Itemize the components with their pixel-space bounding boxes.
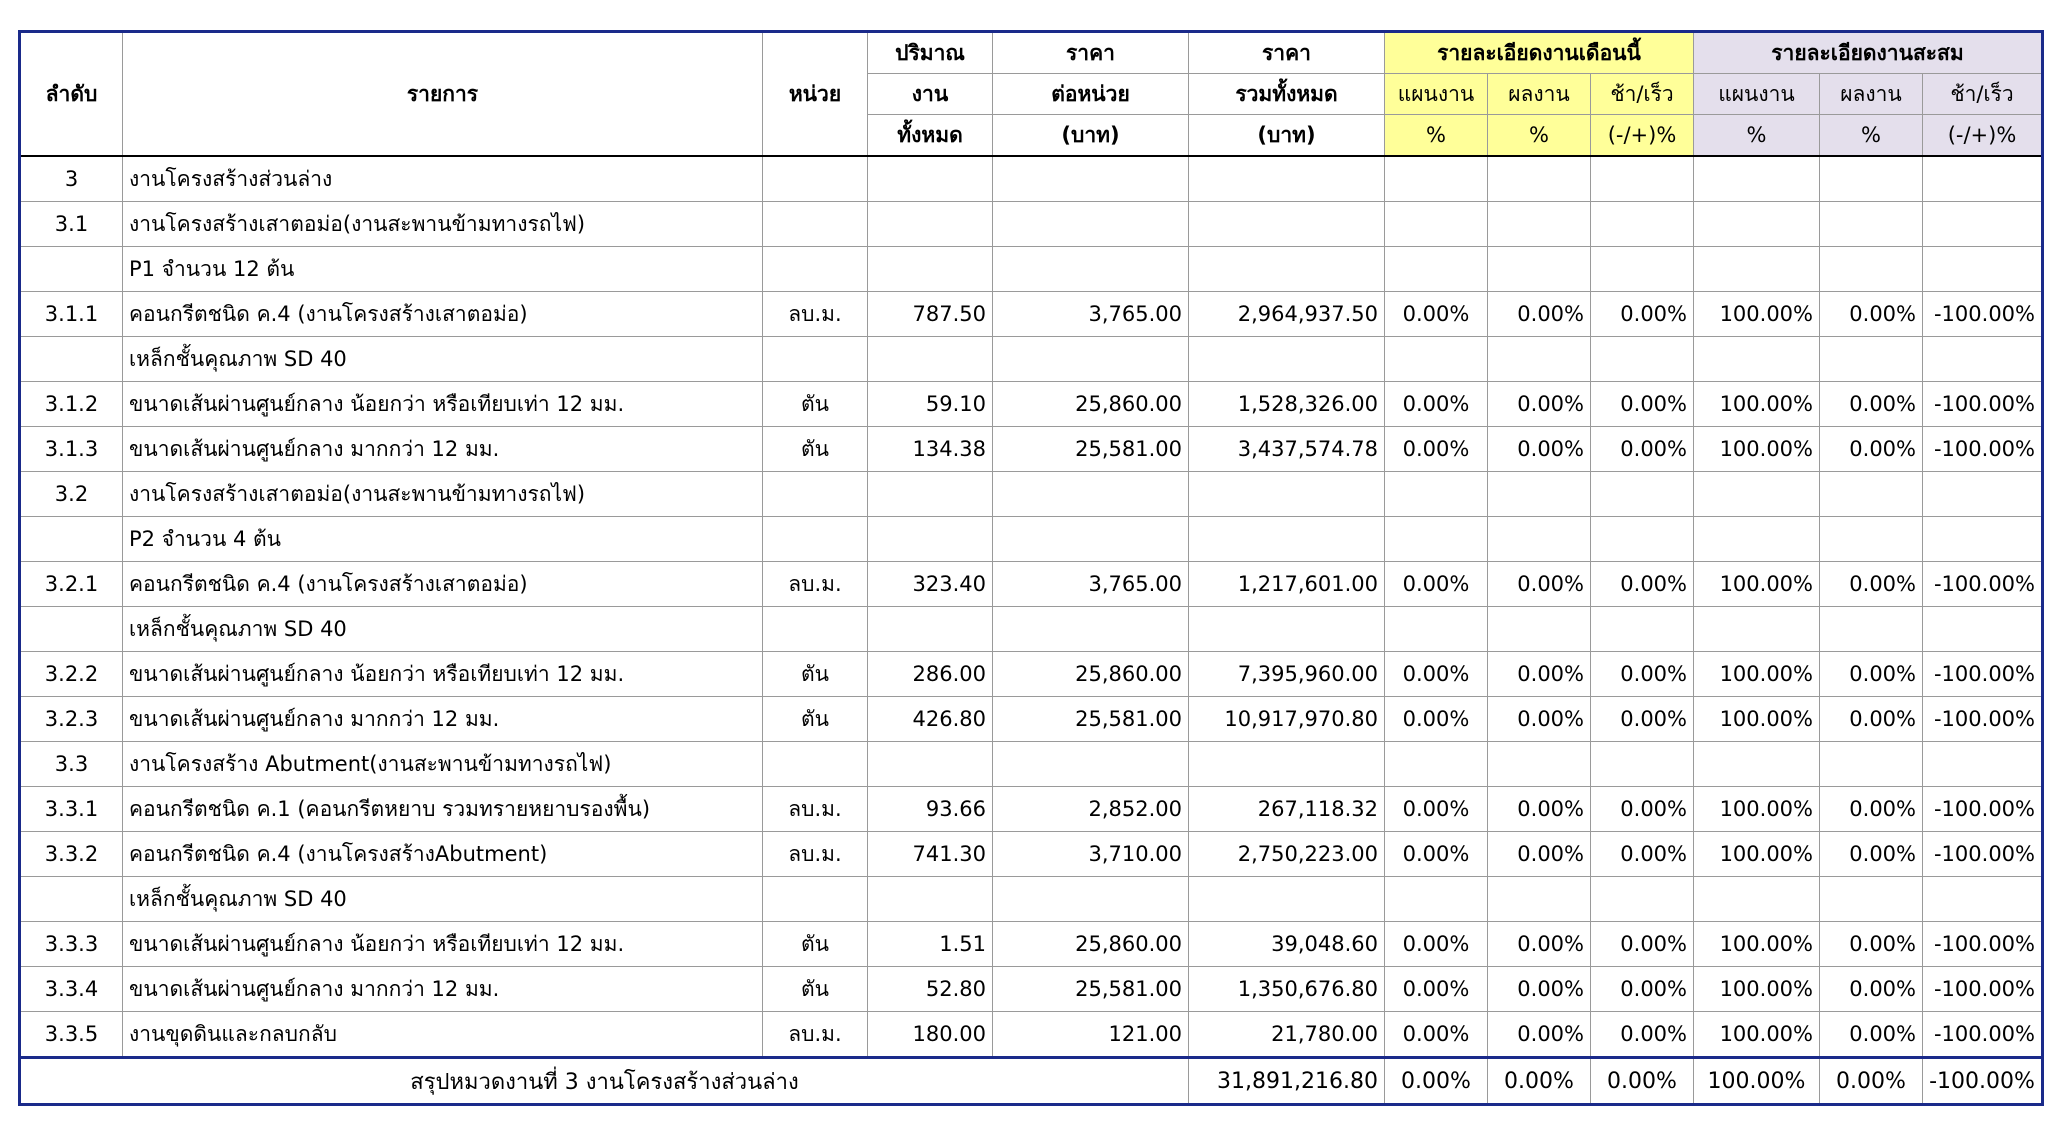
row-cum-diff: -100.00% (1923, 1012, 2043, 1058)
row-month-result (1488, 472, 1591, 517)
row-description: P2 จำนวน 4 ต้น (123, 517, 763, 562)
row-unit (763, 472, 868, 517)
row-unit: ตัน (763, 427, 868, 472)
row-month-result: 0.00% (1488, 832, 1591, 877)
row-month-plan: 0.00% (1385, 967, 1488, 1012)
header-cum-diff: ช้า/เร็ว (1923, 74, 2043, 115)
row-unit-price: 3,765.00 (993, 562, 1189, 607)
row-month-result: 0.00% (1488, 922, 1591, 967)
row-unit (763, 517, 868, 562)
table-row (20, 652, 2043, 697)
table-row (20, 787, 2043, 832)
summary-month-plan: 0.00% (1385, 1058, 1488, 1105)
header-unit-price-3: (บาท) (993, 115, 1189, 157)
row-unit: ลบ.ม. (763, 292, 868, 337)
row-description: งานขุดดินและกลบกลับ (123, 1012, 763, 1058)
row-month-diff (1591, 877, 1694, 922)
header-unit-price-1: ราคา (993, 32, 1189, 74)
row-number: 3.3.2 (20, 832, 123, 877)
note-row (20, 877, 2043, 922)
table-row (20, 562, 2043, 607)
table-row (20, 292, 2043, 337)
row-total-price (1189, 156, 1385, 202)
row-month-diff: 0.00% (1591, 697, 1694, 742)
header-qty-1: ปริมาณ (868, 32, 993, 74)
table-header (20, 32, 2043, 157)
row-month-result: 0.00% (1488, 1012, 1591, 1058)
row-cum-diff (1923, 202, 2043, 247)
row-month-plan: 0.00% (1385, 427, 1488, 472)
note-row (20, 337, 2043, 382)
row-month-result (1488, 607, 1591, 652)
row-month-diff (1591, 247, 1694, 292)
row-cum-diff (1923, 607, 2043, 652)
row-month-result: 0.00% (1488, 562, 1591, 607)
row-quantity (868, 877, 993, 922)
row-month-plan (1385, 607, 1488, 652)
row-month-plan: 0.00% (1385, 922, 1488, 967)
row-quantity (868, 247, 993, 292)
row-number: 3.3.5 (20, 1012, 123, 1058)
row-total-price (1189, 247, 1385, 292)
row-month-plan (1385, 742, 1488, 787)
row-total-price (1189, 472, 1385, 517)
bill-of-quantities-table (18, 30, 2044, 1106)
row-number: 3.1.1 (20, 292, 123, 337)
row-month-plan: 0.00% (1385, 292, 1488, 337)
row-description: เหล็กชั้นคุณภาพ SD 40 (123, 607, 763, 652)
row-cum-result (1820, 607, 1923, 652)
row-unit: ตัน (763, 382, 868, 427)
row-month-plan: 0.00% (1385, 787, 1488, 832)
row-number: 3.3.1 (20, 787, 123, 832)
row-month-result: 0.00% (1488, 292, 1591, 337)
row-cum-plan: 100.00% (1694, 787, 1820, 832)
row-number: 3.3 (20, 742, 123, 787)
row-total-price: 10,917,970.80 (1189, 697, 1385, 742)
row-cum-result (1820, 472, 1923, 517)
row-unit-price (993, 202, 1189, 247)
row-month-plan: 0.00% (1385, 652, 1488, 697)
row-cum-plan (1694, 742, 1820, 787)
row-unit: ลบ.ม. (763, 832, 868, 877)
row-number: 3.2 (20, 472, 123, 517)
row-cum-plan (1694, 156, 1820, 202)
row-unit: ลบ.ม. (763, 787, 868, 832)
row-number: 3.1.3 (20, 427, 123, 472)
row-number: 3.3.3 (20, 922, 123, 967)
summary-total: 31,891,216.80 (1189, 1058, 1385, 1105)
row-quantity (868, 517, 993, 562)
row-cum-plan: 100.00% (1694, 382, 1820, 427)
header-total-price-3: (บาท) (1189, 115, 1385, 157)
row-unit-price: 3,765.00 (993, 292, 1189, 337)
row-month-plan: 0.00% (1385, 382, 1488, 427)
header-cum-diff-pct: (-/+)% (1923, 115, 2043, 157)
row-cum-diff (1923, 472, 2043, 517)
row-cum-diff: -100.00% (1923, 832, 2043, 877)
header-item: รายการ (123, 32, 763, 157)
row-unit-price: 121.00 (993, 1012, 1189, 1058)
header-cum-result: ผลงาน (1820, 74, 1923, 115)
row-cum-diff (1923, 247, 2043, 292)
row-cum-result: 0.00% (1820, 427, 1923, 472)
row-total-price: 1,217,601.00 (1189, 562, 1385, 607)
row-unit: ลบ.ม. (763, 562, 868, 607)
row-month-diff: 0.00% (1591, 562, 1694, 607)
row-month-plan: 0.00% (1385, 1012, 1488, 1058)
summary-month-result: 0.00% (1488, 1058, 1591, 1105)
header-cum-plan-pct: % (1694, 115, 1820, 157)
row-cum-plan: 100.00% (1694, 427, 1820, 472)
table-row (20, 382, 2043, 427)
row-description: งานโครงสร้างส่วนล่าง (123, 156, 763, 202)
row-description: ขนาดเส้นผ่านศูนย์กลาง น้อยกว่า หรือเทียบเท่า 12 มม. (123, 922, 763, 967)
header-month-result-pct: % (1488, 115, 1591, 157)
row-month-result: 0.00% (1488, 697, 1591, 742)
row-month-plan: 0.00% (1385, 562, 1488, 607)
row-month-diff (1591, 337, 1694, 382)
row-number (20, 517, 123, 562)
row-unit-price: 25,860.00 (993, 922, 1189, 967)
row-cum-diff: -100.00% (1923, 562, 2043, 607)
row-month-diff (1591, 202, 1694, 247)
row-quantity: 180.00 (868, 1012, 993, 1058)
row-cum-result: 0.00% (1820, 382, 1923, 427)
row-cum-plan: 100.00% (1694, 562, 1820, 607)
row-cum-diff (1923, 742, 2043, 787)
header-month-result: ผลงาน (1488, 74, 1591, 115)
section-row (20, 247, 2043, 292)
row-number: 3.2.1 (20, 562, 123, 607)
row-number: 3.1.2 (20, 382, 123, 427)
row-cum-diff: -100.00% (1923, 967, 2043, 1012)
row-cum-plan: 100.00% (1694, 1012, 1820, 1058)
row-unit-price: 2,852.00 (993, 787, 1189, 832)
row-quantity: 286.00 (868, 652, 993, 697)
section-row (20, 472, 2043, 517)
row-cum-diff: -100.00% (1923, 292, 2043, 337)
row-cum-plan: 100.00% (1694, 697, 1820, 742)
row-total-price: 7,395,960.00 (1189, 652, 1385, 697)
row-unit-price: 25,860.00 (993, 652, 1189, 697)
row-quantity: 323.40 (868, 562, 993, 607)
header-cum-plan: แผนงาน (1694, 74, 1820, 115)
row-unit-price (993, 877, 1189, 922)
row-cum-result: 0.00% (1820, 562, 1923, 607)
header-cum-result-pct: % (1820, 115, 1923, 157)
row-cum-plan: 100.00% (1694, 967, 1820, 1012)
row-quantity: 426.80 (868, 697, 993, 742)
table-body (20, 156, 2043, 1058)
row-description: P1 จำนวน 12 ต้น (123, 247, 763, 292)
row-description: ขนาดเส้นผ่านศูนย์กลาง มากกว่า 12 มม. (123, 427, 763, 472)
row-number (20, 247, 123, 292)
row-month-diff (1591, 156, 1694, 202)
row-month-plan: 0.00% (1385, 697, 1488, 742)
row-unit (763, 247, 868, 292)
row-total-price (1189, 877, 1385, 922)
row-cum-result: 0.00% (1820, 967, 1923, 1012)
row-cum-diff: -100.00% (1923, 787, 2043, 832)
row-month-diff (1591, 607, 1694, 652)
header-month-plan-pct: % (1385, 115, 1488, 157)
row-quantity: 52.80 (868, 967, 993, 1012)
row-unit-price (993, 247, 1189, 292)
row-description: งานโครงสร้าง Abutment(งานสะพานข้ามทางรถไฟ) (123, 742, 763, 787)
row-quantity: 93.66 (868, 787, 993, 832)
row-quantity (868, 337, 993, 382)
row-month-diff: 0.00% (1591, 832, 1694, 877)
row-description: เหล็กชั้นคุณภาพ SD 40 (123, 877, 763, 922)
row-month-diff: 0.00% (1591, 787, 1694, 832)
row-number (20, 337, 123, 382)
row-total-price (1189, 202, 1385, 247)
row-cum-result: 0.00% (1820, 787, 1923, 832)
row-total-price: 39,048.60 (1189, 922, 1385, 967)
section-row (20, 156, 2043, 202)
header-cumulative: รายละเอียดงานสะสม (1694, 32, 2043, 74)
row-description: เหล็กชั้นคุณภาพ SD 40 (123, 337, 763, 382)
header-month-diff-pct: (-/+)% (1591, 115, 1694, 157)
row-total-price: 2,750,223.00 (1189, 832, 1385, 877)
row-unit (763, 337, 868, 382)
row-cum-result (1820, 156, 1923, 202)
row-cum-diff: -100.00% (1923, 382, 2043, 427)
row-cum-diff (1923, 156, 2043, 202)
row-unit-price (993, 517, 1189, 562)
row-cum-plan (1694, 877, 1820, 922)
row-description: คอนกรีตชนิด ค.4 (งานโครงสร้างเสาตอม่อ) (123, 562, 763, 607)
row-unit: ตัน (763, 652, 868, 697)
header-this-month: รายละเอียดงานเดือนนี้ (1385, 32, 1694, 74)
row-month-diff: 0.00% (1591, 922, 1694, 967)
row-cum-result: 0.00% (1820, 697, 1923, 742)
row-cum-plan: 100.00% (1694, 832, 1820, 877)
table-row (20, 922, 2043, 967)
row-month-plan (1385, 156, 1488, 202)
row-cum-result: 0.00% (1820, 652, 1923, 697)
row-unit: ลบ.ม. (763, 1012, 868, 1058)
row-cum-result (1820, 247, 1923, 292)
row-cum-plan: 100.00% (1694, 922, 1820, 967)
row-quantity: 787.50 (868, 292, 993, 337)
row-unit-price: 25,581.00 (993, 697, 1189, 742)
row-unit-price: 25,581.00 (993, 427, 1189, 472)
row-quantity (868, 202, 993, 247)
row-month-result (1488, 877, 1591, 922)
row-number: 3 (20, 156, 123, 202)
row-cum-plan: 100.00% (1694, 292, 1820, 337)
row-cum-result: 0.00% (1820, 832, 1923, 877)
row-cum-diff: -100.00% (1923, 922, 2043, 967)
header-qty-3: ทั้งหมด (868, 115, 993, 157)
table-row (20, 427, 2043, 472)
row-cum-result (1820, 517, 1923, 562)
row-month-plan: 0.00% (1385, 832, 1488, 877)
row-cum-plan (1694, 247, 1820, 292)
row-cum-result: 0.00% (1820, 292, 1923, 337)
row-total-price (1189, 607, 1385, 652)
row-month-diff (1591, 742, 1694, 787)
section-row (20, 742, 2043, 787)
row-month-result: 0.00% (1488, 967, 1591, 1012)
row-description: คอนกรีตชนิด ค.4 (งานโครงสร้างAbutment) (123, 832, 763, 877)
row-unit: ตัน (763, 697, 868, 742)
row-unit: ตัน (763, 967, 868, 1012)
row-unit (763, 607, 868, 652)
row-cum-plan: 100.00% (1694, 652, 1820, 697)
row-month-plan (1385, 337, 1488, 382)
row-description: คอนกรีตชนิด ค.4 (งานโครงสร้างเสาตอม่อ) (123, 292, 763, 337)
row-total-price: 2,964,937.50 (1189, 292, 1385, 337)
header-unit: หน่วย (763, 32, 868, 157)
row-number: 3.2.3 (20, 697, 123, 742)
row-cum-result (1820, 202, 1923, 247)
row-cum-plan (1694, 337, 1820, 382)
row-total-price (1189, 742, 1385, 787)
row-unit-price: 25,581.00 (993, 967, 1189, 1012)
row-number: 3.1 (20, 202, 123, 247)
header-qty-2: งาน (868, 74, 993, 115)
row-month-plan (1385, 247, 1488, 292)
header-month-diff: ช้า/เร็ว (1591, 74, 1694, 115)
row-total-price: 21,780.00 (1189, 1012, 1385, 1058)
table-row (20, 697, 2043, 742)
row-unit (763, 156, 868, 202)
row-month-diff: 0.00% (1591, 1012, 1694, 1058)
row-number: 3.2.2 (20, 652, 123, 697)
row-unit: ตัน (763, 922, 868, 967)
row-cum-result (1820, 742, 1923, 787)
row-cum-diff (1923, 337, 2043, 382)
row-month-diff: 0.00% (1591, 967, 1694, 1012)
row-month-result (1488, 337, 1591, 382)
row-total-price (1189, 517, 1385, 562)
row-description: ขนาดเส้นผ่านศูนย์กลาง มากกว่า 12 มม. (123, 697, 763, 742)
row-cum-plan (1694, 472, 1820, 517)
row-month-result (1488, 742, 1591, 787)
row-month-result (1488, 247, 1591, 292)
summary-month-diff: 0.00% (1591, 1058, 1694, 1105)
row-unit-price (993, 742, 1189, 787)
row-description: ขนาดเส้นผ่านศูนย์กลาง น้อยกว่า หรือเทียบเท่า 12 มม. (123, 382, 763, 427)
header-month-plan: แผนงาน (1385, 74, 1488, 115)
row-month-result: 0.00% (1488, 382, 1591, 427)
row-quantity (868, 742, 993, 787)
row-month-result: 0.00% (1488, 652, 1591, 697)
row-quantity (868, 156, 993, 202)
row-month-plan (1385, 877, 1488, 922)
row-cum-diff: -100.00% (1923, 697, 2043, 742)
row-quantity: 741.30 (868, 832, 993, 877)
row-unit (763, 877, 868, 922)
row-quantity: 1.51 (868, 922, 993, 967)
summary-cum-result: 0.00% (1820, 1058, 1923, 1105)
row-month-diff: 0.00% (1591, 292, 1694, 337)
row-quantity (868, 607, 993, 652)
row-total-price: 1,350,676.80 (1189, 967, 1385, 1012)
row-quantity: 134.38 (868, 427, 993, 472)
row-cum-result: 0.00% (1820, 1012, 1923, 1058)
row-number (20, 877, 123, 922)
row-unit-price (993, 472, 1189, 517)
row-month-plan (1385, 517, 1488, 562)
row-number: 3.3.4 (20, 967, 123, 1012)
row-total-price: 3,437,574.78 (1189, 427, 1385, 472)
row-description: ขนาดเส้นผ่านศูนย์กลาง มากกว่า 12 มม. (123, 967, 763, 1012)
summary-label: สรุปหมวดงานที่ 3 งานโครงสร้างส่วนล่าง (20, 1058, 1189, 1105)
row-quantity: 59.10 (868, 382, 993, 427)
row-month-result: 0.00% (1488, 787, 1591, 832)
row-month-diff: 0.00% (1591, 652, 1694, 697)
row-cum-diff (1923, 877, 2043, 922)
row-unit-price (993, 337, 1189, 382)
row-unit-price: 3,710.00 (993, 832, 1189, 877)
row-total-price: 267,118.32 (1189, 787, 1385, 832)
row-unit-price (993, 156, 1189, 202)
row-month-diff: 0.00% (1591, 427, 1694, 472)
row-cum-result (1820, 337, 1923, 382)
row-month-result: 0.00% (1488, 427, 1591, 472)
row-cum-result (1820, 877, 1923, 922)
row-month-diff (1591, 472, 1694, 517)
row-month-result (1488, 202, 1591, 247)
header-total-price-2: รวมทั้งหมด (1189, 74, 1385, 115)
row-description: ขนาดเส้นผ่านศูนย์กลาง น้อยกว่า หรือเทียบเท่า 12 มม. (123, 652, 763, 697)
row-cum-diff: -100.00% (1923, 427, 2043, 472)
row-month-plan (1385, 202, 1488, 247)
summary-row (20, 1058, 2043, 1105)
row-description: งานโครงสร้างเสาตอม่อ(งานสะพานข้ามทางรถไฟ) (123, 202, 763, 247)
row-month-plan (1385, 472, 1488, 517)
row-unit (763, 202, 868, 247)
row-month-diff (1591, 517, 1694, 562)
section-row (20, 202, 2043, 247)
row-cum-result: 0.00% (1820, 922, 1923, 967)
row-cum-plan (1694, 202, 1820, 247)
table-row (20, 832, 2043, 877)
row-quantity (868, 472, 993, 517)
row-month-diff: 0.00% (1591, 382, 1694, 427)
row-cum-plan (1694, 607, 1820, 652)
header-unit-price-2: ต่อหน่วย (993, 74, 1189, 115)
row-cum-diff (1923, 517, 2043, 562)
row-total-price: 1,528,326.00 (1189, 382, 1385, 427)
row-total-price (1189, 337, 1385, 382)
row-number (20, 607, 123, 652)
header-seq: ลำดับ (20, 32, 123, 157)
row-cum-plan (1694, 517, 1820, 562)
note-row (20, 607, 2043, 652)
row-month-result (1488, 517, 1591, 562)
row-description: งานโครงสร้างเสาตอม่อ(งานสะพานข้ามทางรถไฟ) (123, 472, 763, 517)
section-row (20, 517, 2043, 562)
table-row (20, 967, 2043, 1012)
table-row (20, 1012, 2043, 1058)
summary-cum-plan: 100.00% (1694, 1058, 1820, 1105)
row-description: คอนกรีตชนิด ค.1 (คอนกรีตหยาบ รวมทรายหยาบรองพื้น) (123, 787, 763, 832)
summary-cum-diff: -100.00% (1923, 1058, 2043, 1105)
row-month-result (1488, 156, 1591, 202)
row-unit-price: 25,860.00 (993, 382, 1189, 427)
row-unit (763, 742, 868, 787)
row-unit-price (993, 607, 1189, 652)
header-total-price-1: ราคา (1189, 32, 1385, 74)
row-cum-diff: -100.00% (1923, 652, 2043, 697)
